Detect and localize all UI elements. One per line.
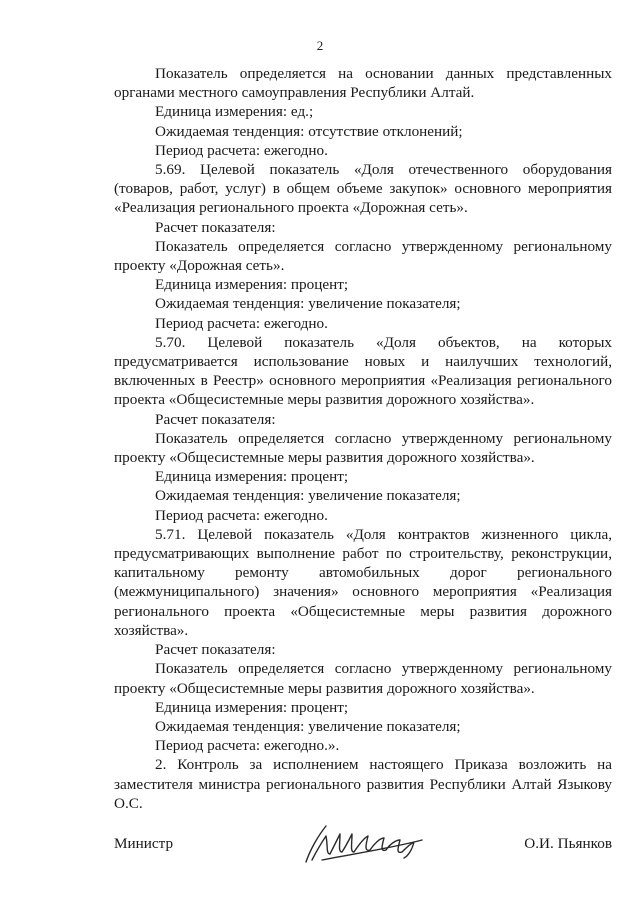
signature-block	[114, 830, 612, 870]
paragraph: Показатель определяется на основании данных представленных органами местного самоуправления Республики Алтай.	[114, 65, 612, 102]
paragraph: Единица измерения: процент;	[155, 698, 349, 716]
paragraph: Единица измерения: процент;	[155, 468, 349, 486]
handwritten-signature	[292, 816, 442, 876]
paragraph: Ожидаемая тенденция: увеличение показателя;	[155, 717, 461, 735]
signer-title: Министр	[114, 835, 174, 852]
page-number: 2	[316, 38, 324, 53]
document-body	[114, 64, 612, 813]
paragraph: Ожидаемая тенденция: увеличение показателя;	[155, 487, 461, 505]
paragraph: Показатель определяется согласно утвержденному региональному проекту «Общесистемные меры развития дорожного хозяйства».	[114, 660, 612, 697]
paragraph: Ожидаемая тенденция: отсутствие отклонений;	[155, 122, 463, 140]
paragraph: Расчет показателя:	[155, 410, 276, 428]
paragraph: 2. Контроль за исполнением настоящего Приказа возложить на заместителя министра регионального развития Республики Алтай Языкову О.С.	[114, 756, 612, 812]
signer-name: О.И. Пьянков	[524, 835, 612, 852]
paragraph: 5.69. Целевой показатель «Доля отечественного оборудования (товаров, работ, услуг) в общем объеме закупок» основного мероприятия «Реализация регионального проекта «Дорожная сеть».	[114, 161, 612, 217]
paragraph: Расчет показателя:	[155, 641, 276, 659]
paragraph: Период расчета: ежегодно.	[155, 141, 328, 159]
paragraph: Период расчета: ежегодно.	[155, 314, 328, 332]
paragraph: Ожидаемая тенденция: увеличение показателя;	[155, 295, 461, 313]
paragraph: Показатель определяется согласно утвержденному региональному проекту «Дорожная сеть».	[114, 237, 612, 275]
paragraph: 5.71. Целевой показатель «Доля контрактов жизненного цикла, предусматривающих выполнение работ по строительству, реконструкции, капитальному ремонту автомобильных дорог регионального (межмуниципального) значения» основного мероприятия «Реализация регионального проекта «Общесистемные меры развития дорожного хозяйства».	[114, 525, 612, 639]
paragraph: Расчет показателя:	[155, 218, 276, 236]
paragraph: Показатель определяется согласно утвержденному региональному проекту «Общесистемные меры развития дорожного хозяйства».	[114, 429, 612, 467]
paragraph: Единица измерения: процент;	[155, 276, 349, 294]
paragraph: Единица измерения: ед.;	[155, 103, 314, 121]
paragraph: Период расчета: ежегодно.».	[155, 737, 340, 755]
paragraph: 5.70. Целевой показатель «Доля объектов, на которых предусматривается использование новых и наилучших технологий, включенных в Реестр» основного мероприятия «Реализация регионального проекта «Общесистемные меры развития дорожного хозяйства».	[114, 333, 612, 409]
paragraph: Период расчета: ежегодно.	[155, 506, 328, 524]
